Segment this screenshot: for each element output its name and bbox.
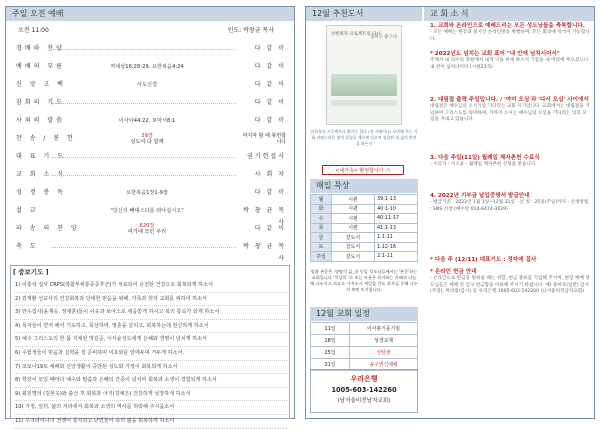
news-item-title: 1. 교회와 온라인으로 예배드리는 모든 성도님들을 축복합니다. (430, 23, 585, 29)
prayer-item: 4) 목자들이 면저 해어 기도하고, 목상하며, 영혼을 살리고, 회복하는데 헌신하게 하소서 (15, 320, 287, 334)
news-item-body: - 모든 예배는 현장과 실시간 온라인방송 병행하며, 모든 회의에 착석이 가능합니다. (430, 29, 590, 42)
worship-item-name: 찬 송 / 봉 헌 (16, 135, 76, 142)
book-cover-illustration (331, 74, 397, 96)
news-item (430, 193, 590, 213)
news-item (430, 23, 590, 43)
worship-item-name: 참회의 기도 (16, 99, 65, 106)
reading-row (311, 195, 418, 205)
news-item (430, 257, 590, 264)
news-item (430, 269, 590, 296)
reading-row (311, 223, 418, 233)
bank-holder: (남서울비전남자교회) (337, 398, 391, 404)
news-item-title: * 2022년도 넘치는 교회 표어 "내 안에 넘치시어서" (430, 51, 560, 57)
reading-day: 목 (311, 223, 332, 233)
reading-book: 갈도서 (332, 233, 375, 243)
dotted-leader (52, 103, 236, 104)
worship-panel (5, 6, 295, 424)
worship-item-person: 다 같 이 (254, 63, 286, 70)
schedule-row (311, 335, 418, 347)
worship-item-person: 다 같 이 (254, 45, 286, 52)
news-item-title: 3. 다음 주일(11일) 월례일 체자촌헌 수료식 (430, 155, 540, 161)
reading-note: 말씀 본문은 '생명의 삶_과 동일 성도님들께서는 '본문'하는 교회입니다 '묵상의 '로 또는 사용은 목자하는 카페리 나눔에 나누시고 자료도 가져오시 세일을 갈도 목자들 문해 나누셔 보면 도기합니다. (310, 269, 418, 292)
worship-item-name: 설 교 (16, 207, 39, 214)
worship-item (12, 187, 288, 199)
worship-item-person: 박 창 균 목 사 (243, 243, 286, 262)
news-item-body: - 발급기준 : 2022년 1월 1일~12월 31일 - 신 청 : 25일(주일)까지 - 신청방법 : SNS 신청 (예수랑 010-6474-3629) (430, 199, 589, 212)
book-header: 12월 추천도서 (306, 7, 422, 21)
schedule-header: 12월 교회 일정 (310, 307, 418, 321)
book-cover-title: 선한목자 프로젝트의 다니 (331, 32, 381, 37)
worship-item-person: 마지막 할 때 봉헌합니다 (242, 133, 286, 145)
prayer-item: 10) 가정, 일터, 삶의 자리에서 회복과 소생의 역사를 허락해 주시옵소서 (15, 401, 287, 415)
reading-chapter: 40:11-17 (375, 214, 418, 224)
worship-time-row (12, 25, 288, 37)
news-item (430, 155, 590, 169)
worship-item-person: 다 같 이 (254, 189, 286, 196)
reading-row (311, 204, 418, 214)
worship-item-name: 축 도 (16, 243, 39, 250)
worship-item-name: 교 회 소 식 (16, 171, 66, 178)
worship-item-name: 경배와 찬양 (16, 45, 65, 52)
news-header: 교 회 소 식 (424, 7, 594, 21)
news-item (430, 97, 590, 124)
prayer-title: [ 중보기도 ] (13, 268, 49, 276)
schedule-date: 11일 (311, 323, 350, 335)
reading-book: 갈도서 (332, 252, 375, 262)
prayer-item: 6) 수험생들이 믿음과 실력을 잘 준비하며 여호와를 앞에두며 거두게 하소서. (15, 347, 287, 361)
book-cover-image (326, 25, 402, 125)
worship-item (12, 223, 288, 235)
schedule-event: 성탄절 (350, 347, 418, 359)
worship-item (12, 97, 288, 109)
reading-chapter: 2:1-11 (375, 252, 418, 262)
dotted-leader (52, 247, 236, 248)
schedule-table (310, 322, 418, 371)
worship-item-name: 예배의 부름 (16, 63, 65, 70)
worship-item-person: 박 창 균 목 사 (243, 207, 286, 226)
reading-book: 시편 (332, 204, 375, 214)
worship-item (12, 241, 288, 262)
prayer-box (10, 265, 290, 424)
schedule-row (311, 323, 418, 335)
schedule-date: 25일 (311, 347, 350, 359)
dotted-leader (52, 175, 236, 176)
schedule-event: 이사총기돌기임 (350, 323, 418, 335)
book-cover-sub: 얼씨구 좋구나 (370, 35, 397, 40)
reading-chapter: 1:12-16 (375, 242, 418, 252)
worship-item-name: 신 앙 고 백 (16, 81, 66, 88)
reading-chapter: 40:1-10 (375, 204, 418, 214)
worship-item-person: 사 회 자 (254, 171, 286, 178)
reading-chapter: 39:1-13 (375, 195, 418, 205)
worship-item-name: 성 경 봉 독 (16, 189, 66, 196)
worship-item-detail: 요한복음1장1-9절 (126, 190, 168, 196)
worship-item (12, 133, 288, 145)
prayer-item: 2) 김재환 선교사의 건강회복과 당대한 믿음을 위해, 가족과 원의 교회를 위하여 하소서 (15, 293, 287, 307)
dotted-leader (52, 49, 236, 50)
book-cover-band (331, 100, 397, 106)
schedule-event: 성경교제 (350, 335, 418, 347)
worship-item-detail: 620장 (139, 223, 155, 229)
reading-book: 시편 (332, 214, 375, 224)
dotted-leader (52, 157, 236, 158)
news-item-body: 대림절은 예수님의 오시기를 기다리는 교회 시기입니다. 교회에서는 대림절을 기념하여 그리스도를 의미하며, 가까이 오시는 예수님의 오심을 기다리는 의의 모임을 지내고 있습니다. (430, 103, 590, 123)
worship-item-person: 다 같 이 (254, 99, 286, 106)
reading-day: 토 (311, 242, 332, 252)
reading-row (311, 214, 418, 224)
welcome-banner: <새가족> 환영합니다 -!- (322, 165, 404, 175)
news-item-title: * 다음 주 (12/11) 대표기도 : 정자애 집사 (430, 257, 537, 263)
prayer-item: 8) 학장이 모일 때마다 예수와 말씀과 은혜의 간증이 넘치며 회복과 소생이 경험되게 하소서 (15, 374, 287, 388)
worship-item-detail: 역대상16:28-29, 요한복음4:24 (110, 64, 184, 70)
reading-table (310, 194, 418, 262)
reading-day: 수 (311, 214, 332, 224)
bank-name: 우리은행 (350, 375, 378, 383)
news-item (430, 51, 590, 71)
worship-item-detail-sub: 여기에 모인 우리 (127, 229, 167, 235)
worship-item (12, 115, 288, 127)
schedule-event: 송구영신예배 (350, 359, 418, 371)
worship-time: 오전 11:00 (18, 27, 49, 34)
reading-row (311, 252, 418, 262)
worship-item-detail: 29장 (141, 133, 153, 139)
worship-item-detail: "당신의 빼대스다를 떠나십시오" (110, 208, 184, 214)
worship-item-name: 파 송 의 찬 양 (16, 225, 80, 232)
worship-item-person: 다 같 이 (254, 117, 286, 124)
news-item-body: - 수료자 : 이소윤 - 월례일 체자촌헌 신청을 받습니다. (430, 161, 537, 167)
prayer-item: 3) 안수집사(윤재승, 정재훈)들이 이웃과 보아스로 세움받게 하시고 복의 통로가 되게 하소서 (15, 306, 287, 320)
worship-item (12, 151, 288, 163)
worship-item-detail: 이사야44:22, 로마서8:1 (118, 118, 176, 124)
reading-chapter: 1:1-11 (375, 233, 418, 243)
prayer-item: 11) 우크라이나의 전쟁이 종식되고 난민들이 속히 삶을 회복하게 하소서 (15, 415, 287, 429)
reading-day: 주일 (311, 252, 332, 262)
news-item-title: 4. 2022년 기부금 납입증명서 발급안내 (430, 193, 530, 199)
news-item-title: 2. 대림절 출력 주일입니다. / '여미 오심'과 '다시 오심' 사이에서 (430, 97, 589, 103)
worship-item-detail: 사도신경 (136, 82, 158, 88)
news-item-body: - 온라인으로 헌금을 원하실 때는 성함, 헌금 종류를 기입해 주시며, 현장 예배 성도님들은 예배 전 입구 헌금함을 이용해 주시기 바랍니다. 예) 홍여호(일반) 감사(주일), 박의범(감사) 등 우리은행 1005-603-142260 (남서울비전남자교회) (430, 275, 590, 295)
reading-day: 화 (311, 204, 332, 214)
news-item-title: * 온라인 헌금 안내 (430, 269, 477, 275)
worship-item-name: 사죄의 말씀 (16, 117, 65, 124)
schedule-row (311, 347, 418, 359)
reading-book: 시편 (332, 195, 375, 205)
bank-account: 1005-603-142260 (331, 386, 397, 394)
worship-item-name: 대 표 기 도 (16, 153, 66, 160)
prayer-item: 7) 코로나19로 예배와 신앙생활이 중단된 성도와 가정이 회복되게 하소서 (15, 361, 287, 375)
worship-item-person: 권기헌집사 (247, 153, 286, 160)
reading-row (311, 233, 418, 243)
prayer-item: 5) 예수 그리스도의 한 몸 지체된 박길준, 이서윤성도에게 은혜와 생명이 넘치게 하소서 (15, 333, 287, 347)
bank-box (310, 369, 418, 413)
info-panel (305, 6, 595, 419)
prayer-list (15, 279, 287, 429)
reading-header: 매일 묵상 (310, 179, 418, 193)
prayer-item: 9) 회원명의 (김현옥)와 출산 후 회복과 아기(김예은) 건강하게 성장하게 하소서 (15, 388, 287, 402)
worship-item-person: 다 같 이 (254, 81, 286, 88)
schedule-date: 31일 (311, 359, 350, 371)
schedule-date: 18일 (311, 335, 350, 347)
book-description: 선한목자 프로젝트가 양기둔 한다 (전 시에이다) 두번에 주는 기회 자연스러운 명직 결성을 세우게 입으며 성잡된 내 삶의 반전을 하든지 (310, 129, 418, 146)
news-item-body: 주께서 내 의수의 축원에서 내게 낙을 하게 하소서 기름을 내 머리에 부으셨으니 내 잔이 넘치나이다 (시편23:5) (430, 57, 589, 70)
worship-item (12, 61, 288, 73)
worship-item-detail-sub: 성도여 다 함께 (130, 139, 164, 145)
worship-leader: 인도: 박창균 목사 (227, 27, 274, 34)
reading-book: 갈도서 (332, 242, 375, 252)
worship-item (12, 79, 288, 91)
worship-item (12, 169, 288, 181)
reading-day: 금 (311, 233, 332, 243)
prayer-item: 1) 이충석 집사 CRPS(복합부위통증증후군)가 치료되어 온전한 건강으로 회복되게 하소서 (15, 279, 287, 293)
reading-book: 시편 (332, 223, 375, 233)
reading-day: 월 (311, 195, 332, 205)
worship-item-person: 다 같 이 (254, 225, 286, 232)
worship-title: 주일 오전 예배 (6, 7, 294, 21)
reading-chapter: 41:1-13 (375, 223, 418, 233)
reading-row (311, 242, 418, 252)
worship-item (12, 43, 288, 55)
